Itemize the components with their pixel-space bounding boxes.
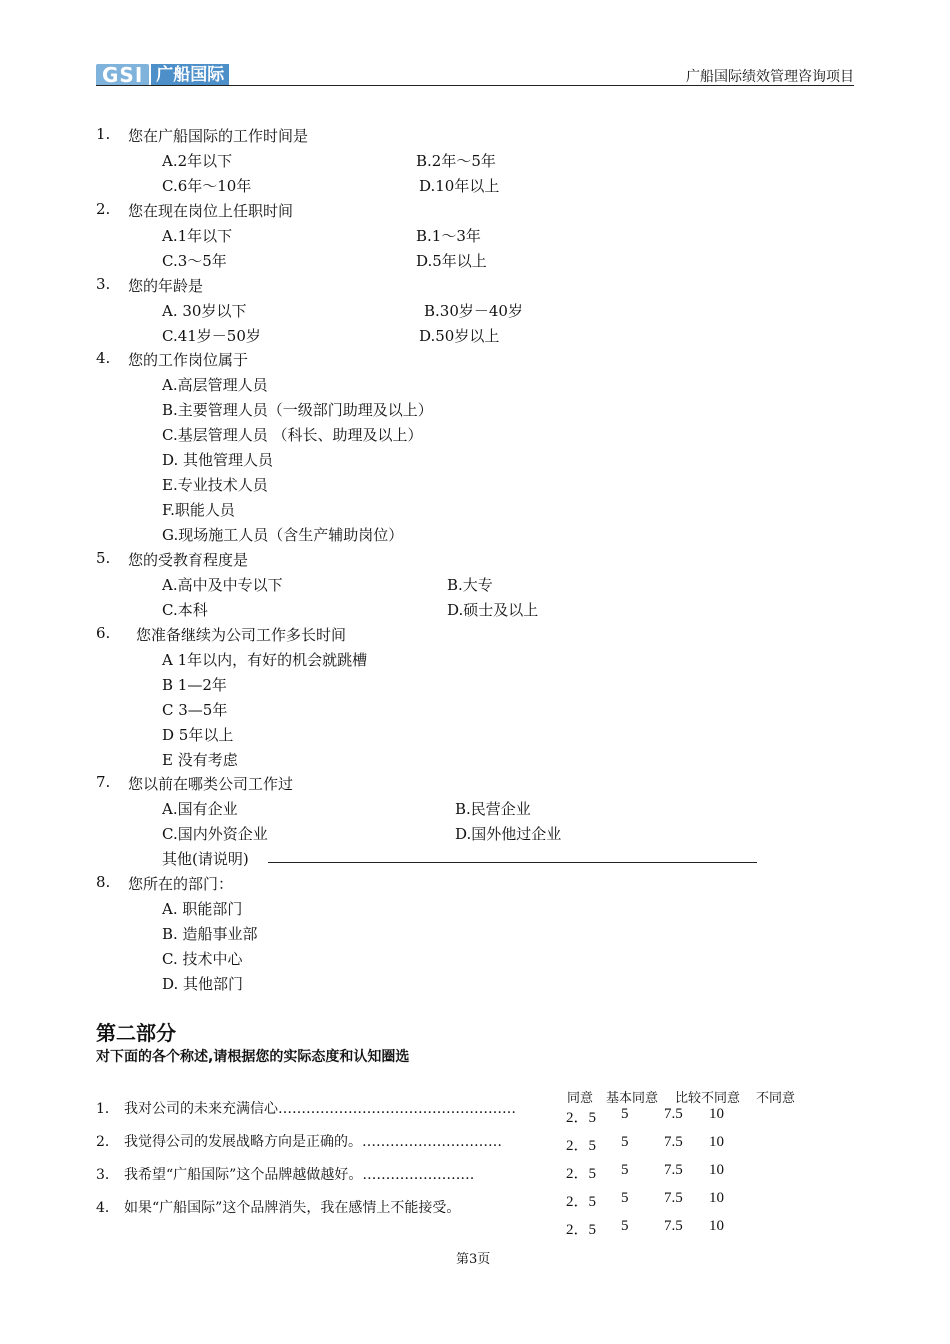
section-title: 第二部分 (96, 1021, 176, 1045)
option-item[interactable]: C.41岁－50岁 (162, 327, 261, 345)
logo-gsi-mark: GSI (96, 64, 149, 86)
question-text: 您准备继续为公司工作多长时间 (136, 626, 347, 644)
option-item[interactable]: D 5年以上 (162, 726, 234, 744)
option-item[interactable]: D. 其他部门 (162, 975, 244, 993)
score-option[interactable]: 10 (709, 1162, 724, 1178)
question-text: 您的年龄是 (128, 277, 204, 295)
logo-cn-mark: 广船国际 (151, 64, 229, 86)
option-item[interactable]: E 没有考虑 (162, 751, 238, 769)
score-option[interactable]: 10 (709, 1218, 724, 1234)
option-item[interactable]: B.民营企业 (455, 800, 531, 818)
score-option[interactable]: 2．5 (566, 1166, 597, 1182)
option-item[interactable]: A.1年以下 (162, 227, 233, 245)
question-number: 2. (96, 200, 111, 218)
statement-number: 4． (96, 1200, 119, 1216)
option-item[interactable]: D.10年以上 (419, 177, 500, 195)
scale-header-disagree: 不同意 (756, 1091, 796, 1106)
question-text: 您以前在哪类公司工作过 (128, 775, 294, 793)
option-item[interactable]: C.3～5年 (162, 252, 227, 270)
question-number: 6. (96, 624, 111, 642)
option-item[interactable]: D. 其他管理人员 (162, 451, 274, 469)
option-item[interactable]: A.国有企业 (162, 800, 238, 818)
scale-header-mostly-agree: 基本同意 (606, 1091, 659, 1106)
statement-number: 1． (96, 1101, 119, 1117)
question-number: 3. (96, 275, 111, 293)
score-option[interactable]: 7.5 (664, 1162, 683, 1178)
option-item[interactable]: D.50岁以上 (419, 327, 500, 345)
statement-number: 2． (96, 1134, 119, 1150)
statement-text: 我觉得公司的发展战略方向是正确的。………………………… (124, 1134, 502, 1150)
option-item[interactable]: A.高层管理人员 (162, 376, 268, 394)
option-item[interactable]: C.6年～10年 (162, 177, 252, 195)
question-text: 您在广船国际的工作时间是 (128, 127, 309, 145)
page-number: 第3页 (456, 1252, 491, 1267)
question-number: 1. (96, 125, 111, 143)
statement-number: 3． (96, 1167, 119, 1183)
option-item[interactable]: A.高中及中专以下 (162, 576, 283, 594)
score-option[interactable]: 2．5 (566, 1194, 597, 1210)
question-text: 您的受教育程度是 (128, 551, 249, 569)
option-item[interactable]: F.职能人员 (162, 501, 235, 519)
option-item[interactable]: C.本科 (162, 601, 208, 619)
option-item[interactable]: E.专业技术人员 (162, 476, 268, 494)
company-logo (96, 64, 236, 86)
score-option[interactable]: 2．5 (566, 1138, 597, 1154)
other-label: 其他(请说明) (162, 850, 249, 868)
score-option[interactable]: 10 (709, 1106, 724, 1122)
score-option[interactable]: 10 (709, 1134, 724, 1150)
score-option[interactable]: 7.5 (664, 1218, 683, 1234)
option-item[interactable]: A. 职能部门 (162, 900, 243, 918)
score-option[interactable]: 7.5 (664, 1134, 683, 1150)
option-item[interactable]: A 1年以内，有好的机会就跳槽 (162, 651, 368, 669)
option-item[interactable]: G.现场施工人员（含生产辅助岗位） (162, 526, 404, 544)
question-number: 5. (96, 549, 111, 567)
option-item[interactable]: C.基层管理人员 （科长、助理及以上） (162, 426, 423, 444)
score-option[interactable]: 2．5 (566, 1110, 597, 1126)
option-item[interactable]: B.大专 (447, 576, 493, 594)
score-option[interactable]: 7.5 (664, 1190, 683, 1206)
question-number: 8. (96, 873, 111, 891)
score-option[interactable]: 5 (621, 1134, 629, 1150)
header-divider (96, 85, 854, 86)
statement-text: 我希望“广船国际”这个品牌越做越好。…………………… (124, 1167, 475, 1183)
statement-text: 如果“广船国际”这个品牌消失，我在感情上不能接受。 (124, 1200, 461, 1216)
option-item[interactable]: B 1—2年 (162, 676, 227, 694)
score-option[interactable]: 5 (621, 1162, 629, 1178)
option-item[interactable]: A. 30岁以下 (162, 302, 247, 320)
score-option[interactable]: 10 (709, 1190, 724, 1206)
question-text: 您在现在岗位上任职时间 (128, 202, 294, 220)
score-option[interactable]: 5 (621, 1218, 629, 1234)
option-item[interactable]: C. 技术中心 (162, 950, 243, 968)
option-item[interactable]: B. 造船事业部 (162, 925, 258, 943)
question-number: 7. (96, 773, 111, 791)
option-item[interactable]: D.硕士及以上 (447, 601, 539, 619)
option-item[interactable]: D.5年以上 (416, 252, 487, 270)
project-title: 广船国际绩效管理咨询项目 (686, 69, 854, 85)
option-item[interactable]: C 3—5年 (162, 701, 228, 719)
score-option[interactable]: 5 (621, 1106, 629, 1122)
option-item[interactable]: C.国内外资企业 (162, 825, 268, 843)
question-text: 您所在的部门： (128, 875, 234, 893)
score-option[interactable]: 2．5 (566, 1222, 597, 1238)
statement-text: 我对公司的未来充满信心…………………………………………… (124, 1101, 516, 1117)
option-item[interactable]: D.国外他过企业 (455, 825, 562, 843)
option-item[interactable]: B.2年～5年 (416, 152, 496, 170)
score-option[interactable]: 5 (621, 1190, 629, 1206)
scale-header-agree: 同意 (567, 1091, 594, 1106)
score-option[interactable]: 7.5 (664, 1106, 683, 1122)
option-item[interactable]: A.2年以下 (162, 152, 233, 170)
option-item[interactable]: B.主要管理人员（一级部门助理及以上） (162, 401, 433, 419)
section-subtitle: 对下面的各个称述,请根据您的实际态度和认知圈选 (96, 1049, 410, 1065)
option-item[interactable]: B.1～3年 (416, 227, 481, 245)
question-text: 您的工作岗位属于 (128, 351, 249, 369)
question-number: 4. (96, 349, 111, 367)
scale-header-somewhat-disagree: 比较不同意 (675, 1091, 741, 1106)
option-item[interactable]: B.30岁－40岁 (424, 302, 523, 320)
other-input-line[interactable] (268, 862, 757, 863)
